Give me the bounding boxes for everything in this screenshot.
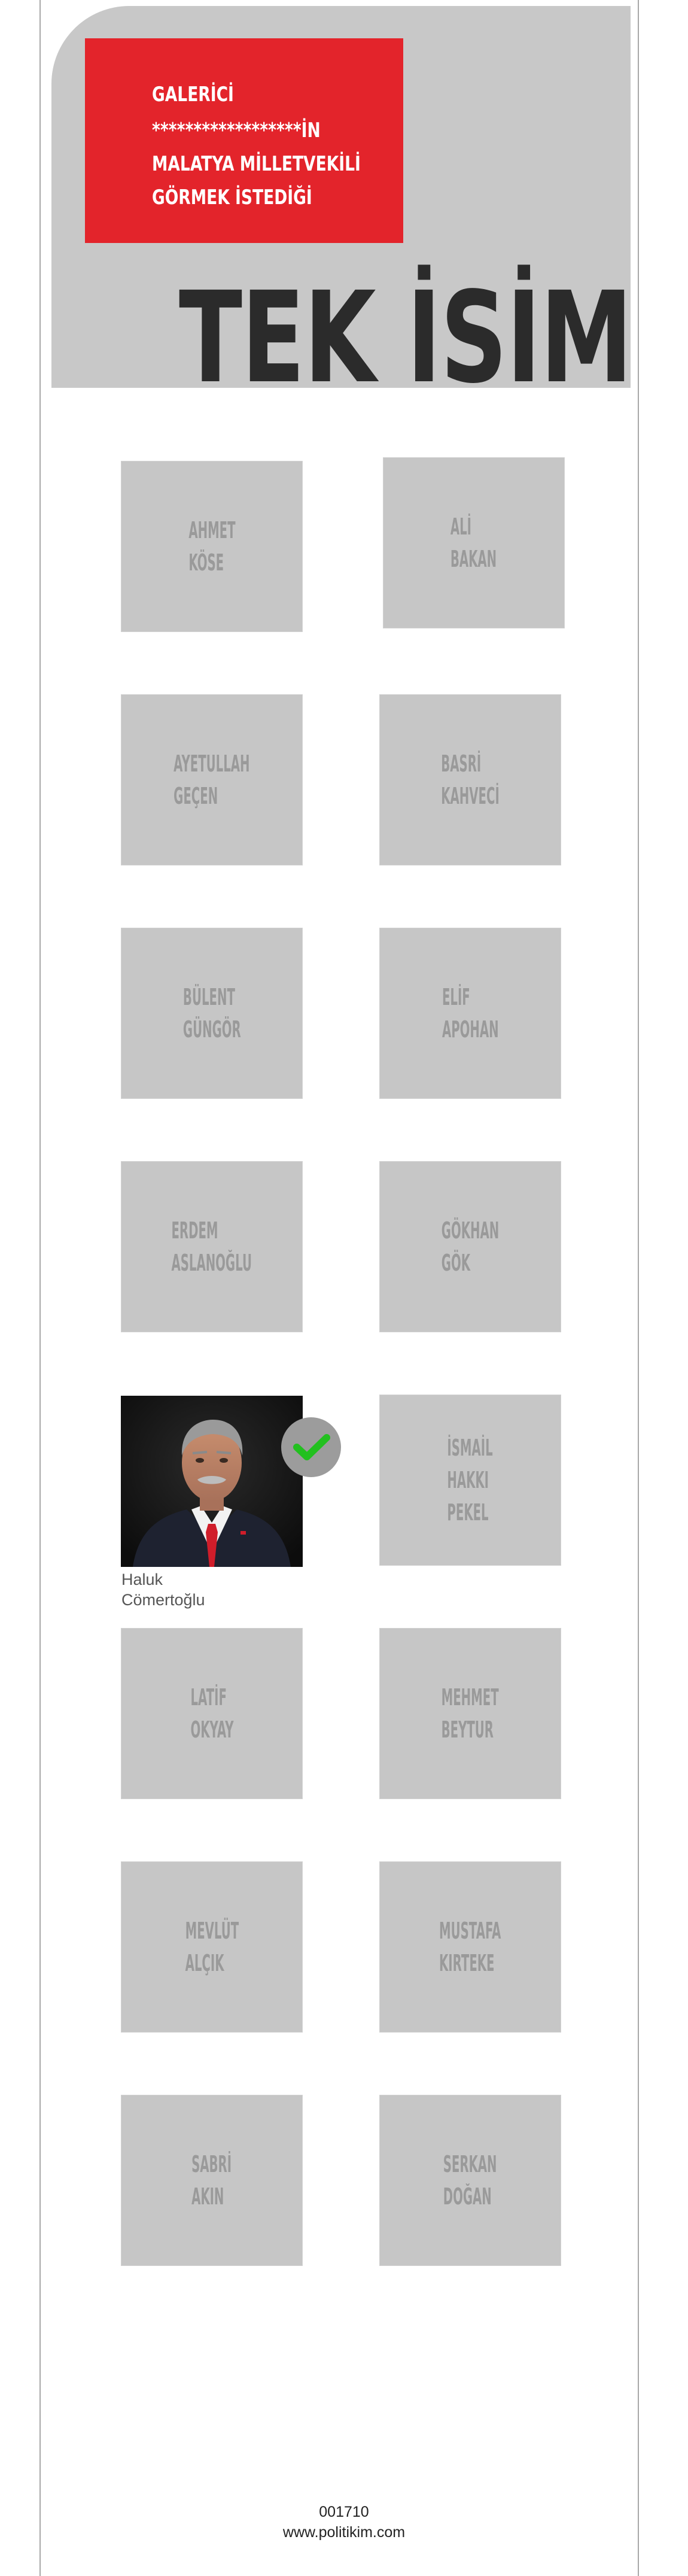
candidate-first-name: MEHMET xyxy=(441,1684,500,1711)
footer-site-link[interactable]: www.politikim.com xyxy=(282,2524,406,2541)
candidate-last-name: PEKEL xyxy=(447,1499,489,1526)
candidate-tile-gokhan-gok[interactable] xyxy=(379,1161,561,1332)
check-icon xyxy=(281,1417,341,1477)
candidate-first-name: LATİF xyxy=(190,1684,227,1711)
candidate-last-name: GÜNGÖR xyxy=(182,1016,241,1043)
question-line-4: GÖRMEK İSTEDİĞİ xyxy=(152,186,312,209)
candidate-last-name: KÖSE xyxy=(188,549,224,576)
candidate-last-name: GÖK xyxy=(441,1250,470,1276)
candidate-tile-bulent-gungor[interactable] xyxy=(121,928,303,1099)
candidate-tile-ayetullah-gecen[interactable] xyxy=(121,694,303,865)
candidate-tile-latif-okyay[interactable] xyxy=(121,1628,303,1799)
candidate-tile-mehmet-beytur[interactable] xyxy=(379,1628,561,1799)
candidate-last-name: OKYAY xyxy=(190,1717,234,1743)
candidate-last-name: ALÇIK xyxy=(185,1950,224,1976)
candidate-first-name: İSMAİL xyxy=(447,1435,494,1461)
candidate-first-name: BÜLENT xyxy=(182,984,235,1010)
candidate-tile-sabri-akin[interactable] xyxy=(121,2095,303,2266)
candidate-tile-ismail-hakki-pekel[interactable] xyxy=(379,1395,561,1566)
page-title: TEK İSİM xyxy=(178,265,632,411)
candidate-first-name: ELİF xyxy=(442,984,470,1010)
candidate-tile-mustafa-kirteke[interactable] xyxy=(379,1861,561,2033)
candidate-first-name: SERKAN xyxy=(443,2151,497,2177)
candidate-tile-erdem-aslanoglu[interactable] xyxy=(121,1161,303,1332)
selected-first-name: Haluk xyxy=(121,1570,163,1588)
candidate-last-name: DOĞAN xyxy=(443,2183,492,2210)
footer-code: 001710 xyxy=(319,2504,369,2520)
selected-candidate-name xyxy=(121,1569,205,1610)
candidate-last-name: BEYTUR xyxy=(441,1717,494,1743)
candidate-last-name: BAKAN xyxy=(450,546,497,572)
portrait-image xyxy=(121,1396,303,1567)
candidate-tile-ali-bakan[interactable] xyxy=(383,457,565,628)
question-line-1: GALERİCİ xyxy=(152,83,234,107)
candidate-first-name: ERDEM xyxy=(171,1217,218,1244)
candidate-last-name: KIRTEKE xyxy=(439,1950,495,1976)
candidate-middle-name: HAKKI xyxy=(447,1467,489,1493)
candidate-first-name: BASRİ xyxy=(441,751,482,777)
candidate-first-name: MUSTAFA xyxy=(439,1918,501,1944)
question-line-3: MALATYA MİLLETVEKİLİ xyxy=(152,152,361,176)
candidate-tile-ahmet-kose[interactable] xyxy=(121,461,303,632)
selected-candidate-photo[interactable] xyxy=(121,1396,303,1567)
candidate-last-name: ASLANOĞLU xyxy=(171,1250,252,1276)
candidate-first-name: AHMET xyxy=(188,517,236,543)
candidate-tile-elif-apohan[interactable] xyxy=(379,928,561,1099)
question-box xyxy=(85,38,403,243)
candidate-first-name: MEVLÜT xyxy=(185,1918,239,1944)
question-line-2: ******************İN xyxy=(152,119,321,142)
candidate-last-name: APOHAN xyxy=(442,1016,499,1043)
candidate-first-name: SABRİ xyxy=(191,2151,232,2177)
candidate-last-name: AKIN xyxy=(191,2183,224,2210)
candidate-first-name: ALİ xyxy=(450,514,472,540)
candidate-tile-serkan-dogan[interactable] xyxy=(379,2095,561,2266)
candidate-first-name: GÖKHAN xyxy=(441,1217,500,1244)
candidate-last-name: GEÇEN xyxy=(173,783,218,809)
candidate-first-name: AYETULLAH xyxy=(173,751,250,777)
candidate-last-name: KAHVECİ xyxy=(441,783,500,809)
candidate-tile-mevlut-alcik[interactable] xyxy=(121,1861,303,2033)
selected-last-name: Cömertoğlu xyxy=(121,1591,205,1609)
candidate-tile-basri-kahveci[interactable] xyxy=(379,694,561,865)
